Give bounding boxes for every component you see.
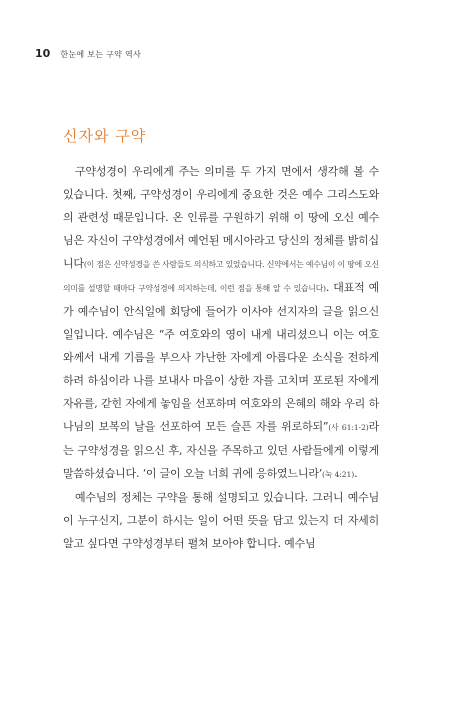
scripture-reference: (눅 4:21) bbox=[322, 470, 355, 479]
page-header bbox=[35, 47, 141, 60]
footnote-inline: (이 점은 신약성경을 쓴 사람들도 의식하고 있었습니다. 신약에서는 예수님이 이 땅에 오신 의미를 설명할 때마다 구약성경에 의지하는데, 이런 점을 통해 알 수 있습니다) bbox=[63, 260, 379, 293]
section-title: 신자와 구약 bbox=[63, 127, 147, 145]
paragraph-1-part-b: . 대표적 예가 예수님이 안식일에 회당에 들어가 이사야 선지자의 글을 읽으신 일입니다. 예수님은 “주 여호와의 영이 내게 내리셨으니 이는 여호와께서 내게 기름을 부으사 가난한 자에게 아름다운 소식을 전하게 하려 하심이라 나를 보내사 마음이 상한 자를 고치며 포로된 자에게 자유를, 갇힌 자에게 놓임을 선포하며 여호와의 은혜의 해와 우리 하나님의 보복의 날을 선포하여 모든 슬픈 자를 위로하되” bbox=[63, 281, 380, 433]
paragraph-1-part-d: . bbox=[354, 467, 358, 480]
paragraph-1-part-c: 라는 구약성경을 읽으신 후, 자신을 주목하고 있던 사람들에게 이렇게 말씀하셨습니다. ‘이 글이 오늘 너희 귀에 응하였느니라’ bbox=[63, 420, 379, 480]
paragraph-2: 예수님의 정체는 구약을 통해 설명되고 있습니다. 그러니 예수님이 누구신지, 그분이 하시는 일이 어떤 뜻을 담고 있는지 더 자세히 알고 싶다면 구약성경부터 펼쳐 보아야 합니다. 예수님 bbox=[63, 491, 379, 550]
scripture-reference: (사 61:1-2) bbox=[328, 423, 369, 432]
paragraph-1-part-a: 구약성경이 우리에게 주는 의미를 두 가지 면에서 생각해 볼 수 있습니다. 첫째, 구약성경이 우리에게 중요한 것은 예수 그리스도와의 관련성 때문입니다. 온 인류를 구원하기 위해 이 땅에 오신 예수님은 자신이 구약성경에서 예언된 메시아라고 당신의 정체를 밝히십니다 bbox=[63, 165, 379, 270]
running-head: 한눈에 보는 구약 역사 bbox=[60, 50, 142, 59]
page-number: 10 bbox=[35, 47, 51, 60]
paragraph-1 bbox=[63, 160, 379, 486]
body-text bbox=[63, 160, 379, 555]
